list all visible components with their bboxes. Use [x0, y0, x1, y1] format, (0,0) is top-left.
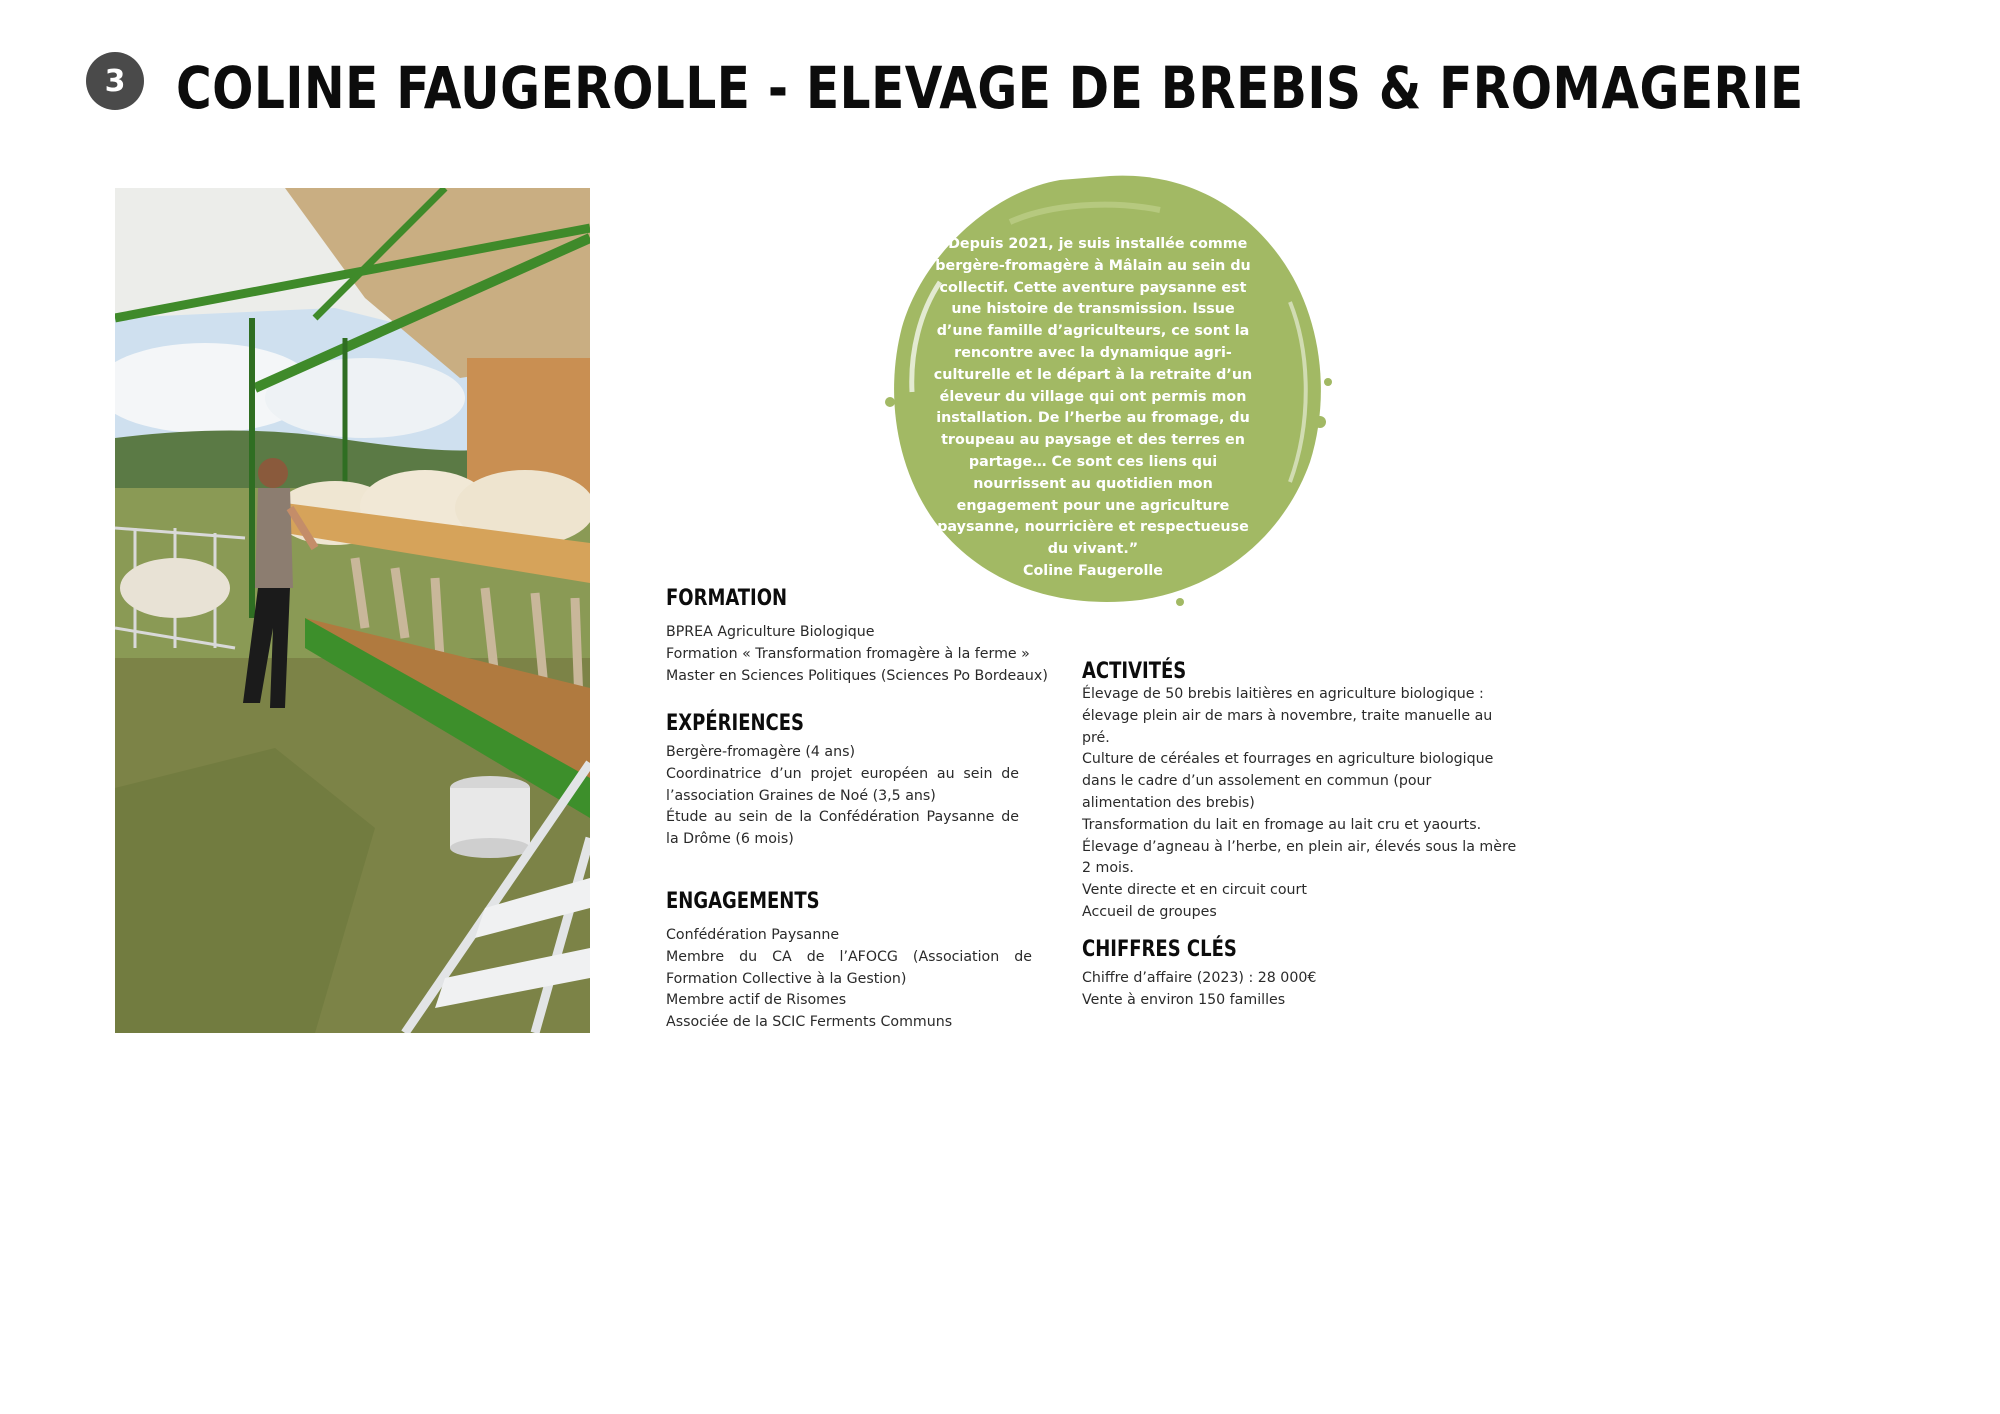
list-item: BPREA Agriculture Biologique: [666, 624, 875, 640]
list-item: Transformation du lait en fromage au lait cru et yaourts.: [1082, 816, 1482, 833]
section-number-badge: 3: [86, 52, 144, 110]
activites-heading: ACTIVITÉS: [1082, 657, 1187, 684]
engagements-list: [666, 925, 1032, 1034]
list-item: Confédération Paysanne: [666, 927, 840, 943]
list-item: Élevage d’agneau à l’herbe, en plein air, élevés sous la mère 2 mois.: [1082, 838, 1517, 877]
experiences-list: [666, 742, 1019, 851]
list-item: Bergère-fromagère (4 ans): [666, 744, 856, 760]
formation-heading: FORMATION: [666, 584, 788, 611]
chiffres-list: [1082, 968, 1502, 1012]
list-item: Étude au sein de la Confédération Paysanne de la Drôme (6 mois): [666, 809, 1019, 848]
activites-list: [1082, 684, 1522, 924]
list-item: Membre actif de Risomes: [666, 992, 847, 1009]
testimonial-quote: [930, 234, 1256, 583]
formation-list: [666, 622, 1066, 687]
list-item: Vente directe et en circuit court: [1082, 882, 1307, 899]
list-item: Coordinatrice d’un projet européen au sein de l’association Graines de Noé (3,5 ans): [666, 765, 1019, 804]
list-item: Associée de la SCIC Ferments Communs: [666, 1014, 953, 1031]
farm-photo: [115, 188, 590, 1033]
list-item: Élevage de 50 brebis laitières en agriculture biologique : élevage plein air de mars à novembre, traite manuelle au pré.: [1082, 686, 1493, 746]
list-item: Vente à environ 150 familles: [1082, 991, 1286, 1008]
list-item: Master en Sciences Politiques (Sciences Po Bordeaux): [666, 667, 1048, 684]
experiences-heading: EXPÉRIENCES: [666, 709, 805, 736]
list-item: Culture de céréales et fourrages en agriculture biologique dans le cadre d’un assolement en commun (pour alimentation des brebis): [1082, 751, 1494, 811]
list-item: Accueil de groupes: [1082, 903, 1217, 920]
quote-author: Coline Faugerolle: [1022, 562, 1164, 579]
list-item: Formation « Transformation fromagère à la ferme »: [666, 645, 1030, 662]
page-title: COLINE FAUGEROLLE - ELEVAGE DE BREBIS & FROMAGERIE: [176, 54, 1804, 123]
list-item: Membre du CA de l’AFOCG (Association de Formation Collective à la Gestion): [666, 948, 1032, 987]
engagements-heading: ENGAGEMENTS: [666, 887, 820, 914]
chiffres-heading: CHIFFRES CLÉS: [1082, 935, 1237, 962]
list-item: Chiffre d’affaire (2023) : 28 000€: [1082, 970, 1317, 986]
quote-text: “Depuis 2021, je suis installée comme bergère-fromagère à Mâlain au sein du collectif. Cette aventure paysanne est une histoire de transmission. Issue d’une famille d’agriculteurs, ce sont la rencontre avec la dynamique agri-culturelle et le départ à la retraite d’un éleveur du village qui ont permis mon installation. De l’herbe au fromage, du troupeau au paysage et des terres en partage… Ce sont ces liens qui nourrissent au quotidien mon engagement pour une agriculture paysanne, nourricière et respectueuse du vivant.”: [933, 236, 1253, 558]
